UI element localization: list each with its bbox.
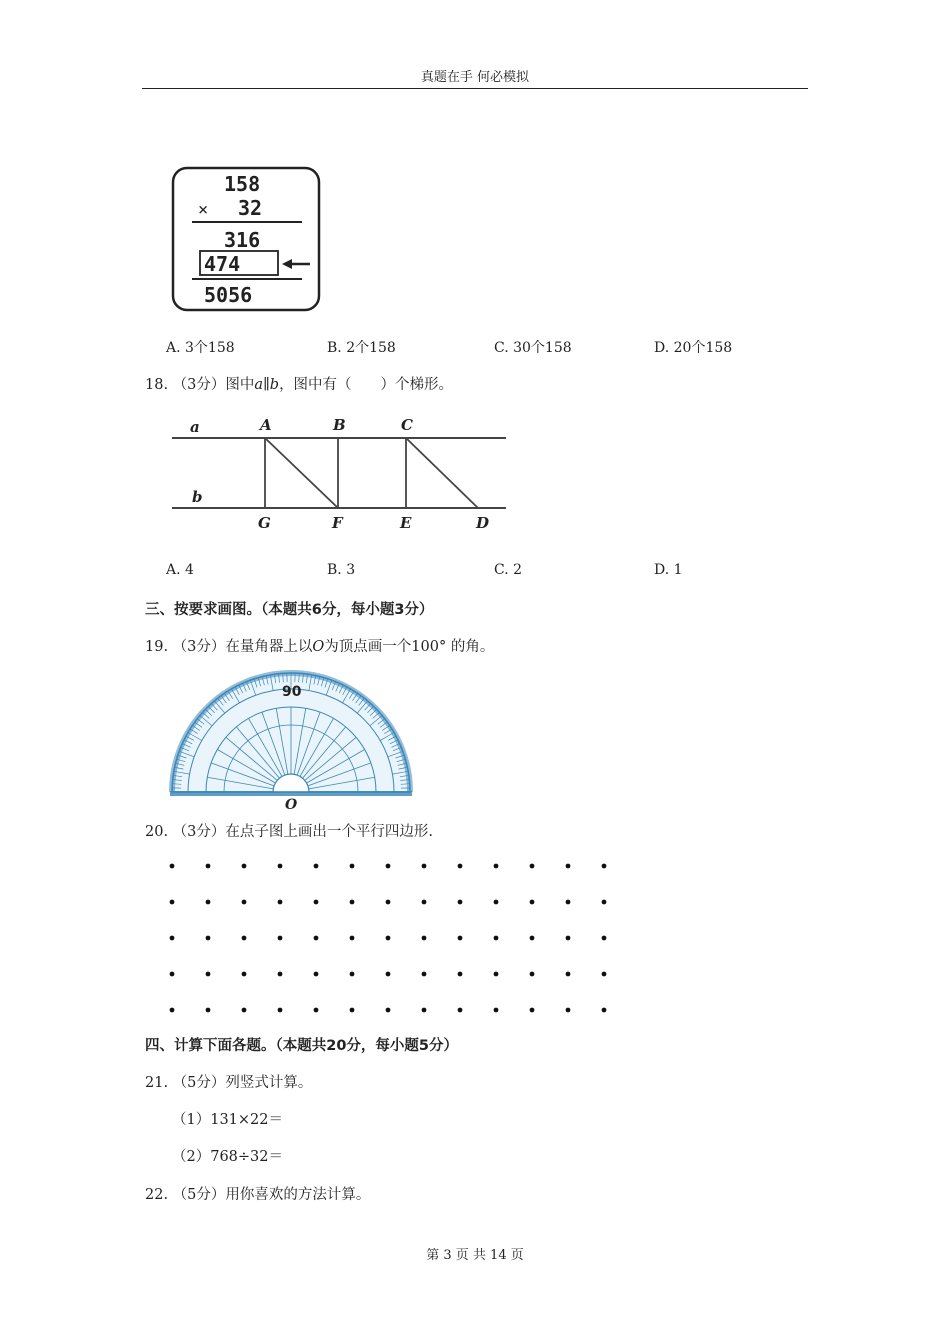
q18-parallel: ∥ (263, 377, 270, 393)
point-d-label: D (476, 514, 490, 532)
q18-rest: ，图中有（ ）个梯形。 (279, 377, 454, 393)
page-footer: 第 3 页 共 14 页 (426, 1248, 524, 1263)
multiplier: 32 (238, 196, 263, 220)
q18-option-a[interactable]: A. 4 (166, 562, 194, 578)
q21-text: （5分）列竖式计算。 (172, 1075, 313, 1091)
grid-dot[interactable] (494, 900, 499, 905)
multiplication-figure (168, 165, 324, 313)
grid-dot[interactable] (170, 1008, 175, 1013)
protractor-figure (166, 664, 416, 814)
q20-text: （3分）在点子图上画出一个平行四边形. (172, 824, 434, 840)
point-e-label: E (400, 514, 412, 532)
grid-dot[interactable] (566, 1008, 571, 1013)
grid-dot[interactable] (494, 936, 499, 941)
grid-dot[interactable] (242, 972, 247, 977)
line-a-label: a (190, 418, 200, 436)
grid-dot[interactable] (386, 936, 391, 941)
grid-dot[interactable] (242, 936, 247, 941)
line-b-label: b (192, 488, 203, 506)
q18-option-d[interactable]: D. 1 (654, 562, 683, 578)
grid-dot[interactable] (566, 900, 571, 905)
grid-dot[interactable] (422, 972, 427, 977)
grid-dot[interactable] (566, 936, 571, 941)
grid-dot[interactable] (566, 972, 571, 977)
grid-dot[interactable] (278, 900, 283, 905)
grid-dot[interactable] (530, 864, 535, 869)
grid-dot[interactable] (350, 1008, 355, 1013)
grid-dot[interactable] (350, 936, 355, 941)
arrow-left-icon (282, 259, 310, 269)
q21-item-2: （2）768÷32＝ (172, 1149, 284, 1165)
grid-dot[interactable] (314, 936, 319, 941)
product-result: 5056 (204, 283, 253, 307)
grid-dot[interactable] (458, 1008, 463, 1013)
grid-dot[interactable] (458, 972, 463, 977)
grid-dot[interactable] (422, 1008, 427, 1013)
q18-var-a: a (254, 377, 264, 393)
partial-product-2: 474 (204, 252, 241, 276)
grid-dot[interactable] (314, 864, 319, 869)
grid-dot[interactable] (602, 900, 607, 905)
grid-dot[interactable] (242, 900, 247, 905)
section-3-title: 三、按要求画图。（本题共6分，每小题3分） (145, 602, 434, 618)
q21-number: 21. (145, 1075, 169, 1091)
grid-dot[interactable] (494, 972, 499, 977)
q18-number: 18. (145, 377, 169, 393)
q19-number: 19. (145, 639, 169, 655)
grid-dot[interactable] (422, 900, 427, 905)
q20-number: 20. (145, 824, 169, 840)
trapezoid-figure (166, 410, 510, 538)
q17-option-b[interactable]: B. 2个158 (327, 340, 396, 356)
grid-dot[interactable] (278, 972, 283, 977)
q19-var-o: O (312, 639, 325, 655)
q18-option-b[interactable]: B. 3 (327, 562, 356, 578)
point-f-label: F (332, 514, 343, 532)
grid-dot[interactable] (602, 936, 607, 941)
grid-dot[interactable] (314, 1008, 319, 1013)
grid-dot[interactable] (422, 864, 427, 869)
grid-dot[interactable] (422, 936, 427, 941)
grid-dot[interactable] (350, 864, 355, 869)
grid-dot[interactable] (386, 864, 391, 869)
grid-dot[interactable] (602, 972, 607, 977)
q22-question (145, 1183, 370, 1204)
q18-var-b: b (269, 377, 280, 393)
grid-dot[interactable] (602, 864, 607, 869)
grid-dot[interactable] (350, 972, 355, 977)
grid-dot[interactable] (206, 1008, 211, 1013)
q20-question (145, 820, 433, 841)
grid-dot[interactable] (314, 972, 319, 977)
point-b-label: B (333, 416, 346, 434)
q17-option-d[interactable]: D. 20个158 (654, 340, 733, 356)
grid-dot[interactable] (386, 1008, 391, 1013)
grid-dot[interactable] (206, 900, 211, 905)
q17-option-c[interactable]: C. 30个158 (494, 340, 572, 356)
grid-dot[interactable] (206, 936, 211, 941)
multiplicand: 158 (224, 172, 261, 196)
q19-post: 为顶点画一个100° 的角。 (324, 639, 495, 655)
grid-dot[interactable] (350, 900, 355, 905)
dot-grid[interactable] (160, 856, 620, 1022)
grid-dot[interactable] (314, 900, 319, 905)
grid-dot[interactable] (530, 900, 535, 905)
header-divider (142, 88, 808, 89)
q18-score: （3分）图中 (172, 377, 255, 393)
grid-dot[interactable] (170, 864, 175, 869)
grid-dot[interactable] (602, 1008, 607, 1013)
protractor-90-label: 90 (282, 684, 302, 700)
grid-dot[interactable] (278, 1008, 283, 1013)
grid-dot[interactable] (566, 864, 571, 869)
q21-question (145, 1071, 312, 1092)
point-c-label: C (401, 416, 413, 434)
grid-dot[interactable] (242, 864, 247, 869)
q18-option-c[interactable]: C. 2 (494, 562, 523, 578)
q22-number: 22. (145, 1187, 169, 1203)
partial-product-1: 316 (224, 228, 261, 252)
grid-dot[interactable] (458, 936, 463, 941)
grid-dot[interactable] (494, 864, 499, 869)
grid-dot[interactable] (458, 864, 463, 869)
grid-dot[interactable] (494, 1008, 499, 1013)
grid-dot[interactable] (170, 936, 175, 941)
grid-dot[interactable] (386, 972, 391, 977)
page-header: 真题在手 何必模拟 (420, 70, 530, 85)
q19-question (145, 635, 494, 656)
q18-question (145, 373, 453, 394)
grid-dot[interactable] (170, 900, 175, 905)
q19-pre: （3分）在量角器上以 (172, 639, 313, 655)
grid-dot[interactable] (170, 972, 175, 977)
q21-item-1: （1）131×22＝ (172, 1112, 284, 1128)
times-sign: × (198, 200, 209, 220)
section-4-title: 四、计算下面各题。（本题共20分，每小题5分） (145, 1038, 459, 1054)
grid-dot[interactable] (530, 1008, 535, 1013)
q17-option-a[interactable]: A. 3个158 (166, 340, 235, 356)
grid-dot[interactable] (458, 900, 463, 905)
grid-dot[interactable] (278, 936, 283, 941)
grid-dot[interactable] (278, 864, 283, 869)
grid-dot[interactable] (530, 972, 535, 977)
grid-dot[interactable] (206, 972, 211, 977)
grid-dot[interactable] (206, 864, 211, 869)
protractor-origin-label: O (285, 797, 298, 813)
grid-dot[interactable] (242, 1008, 247, 1013)
point-g-label: G (258, 514, 271, 532)
point-a-label: A (260, 416, 272, 434)
grid-dot[interactable] (530, 936, 535, 941)
grid-dot[interactable] (386, 900, 391, 905)
q22-text: （5分）用你喜欢的方法计算。 (172, 1187, 371, 1203)
